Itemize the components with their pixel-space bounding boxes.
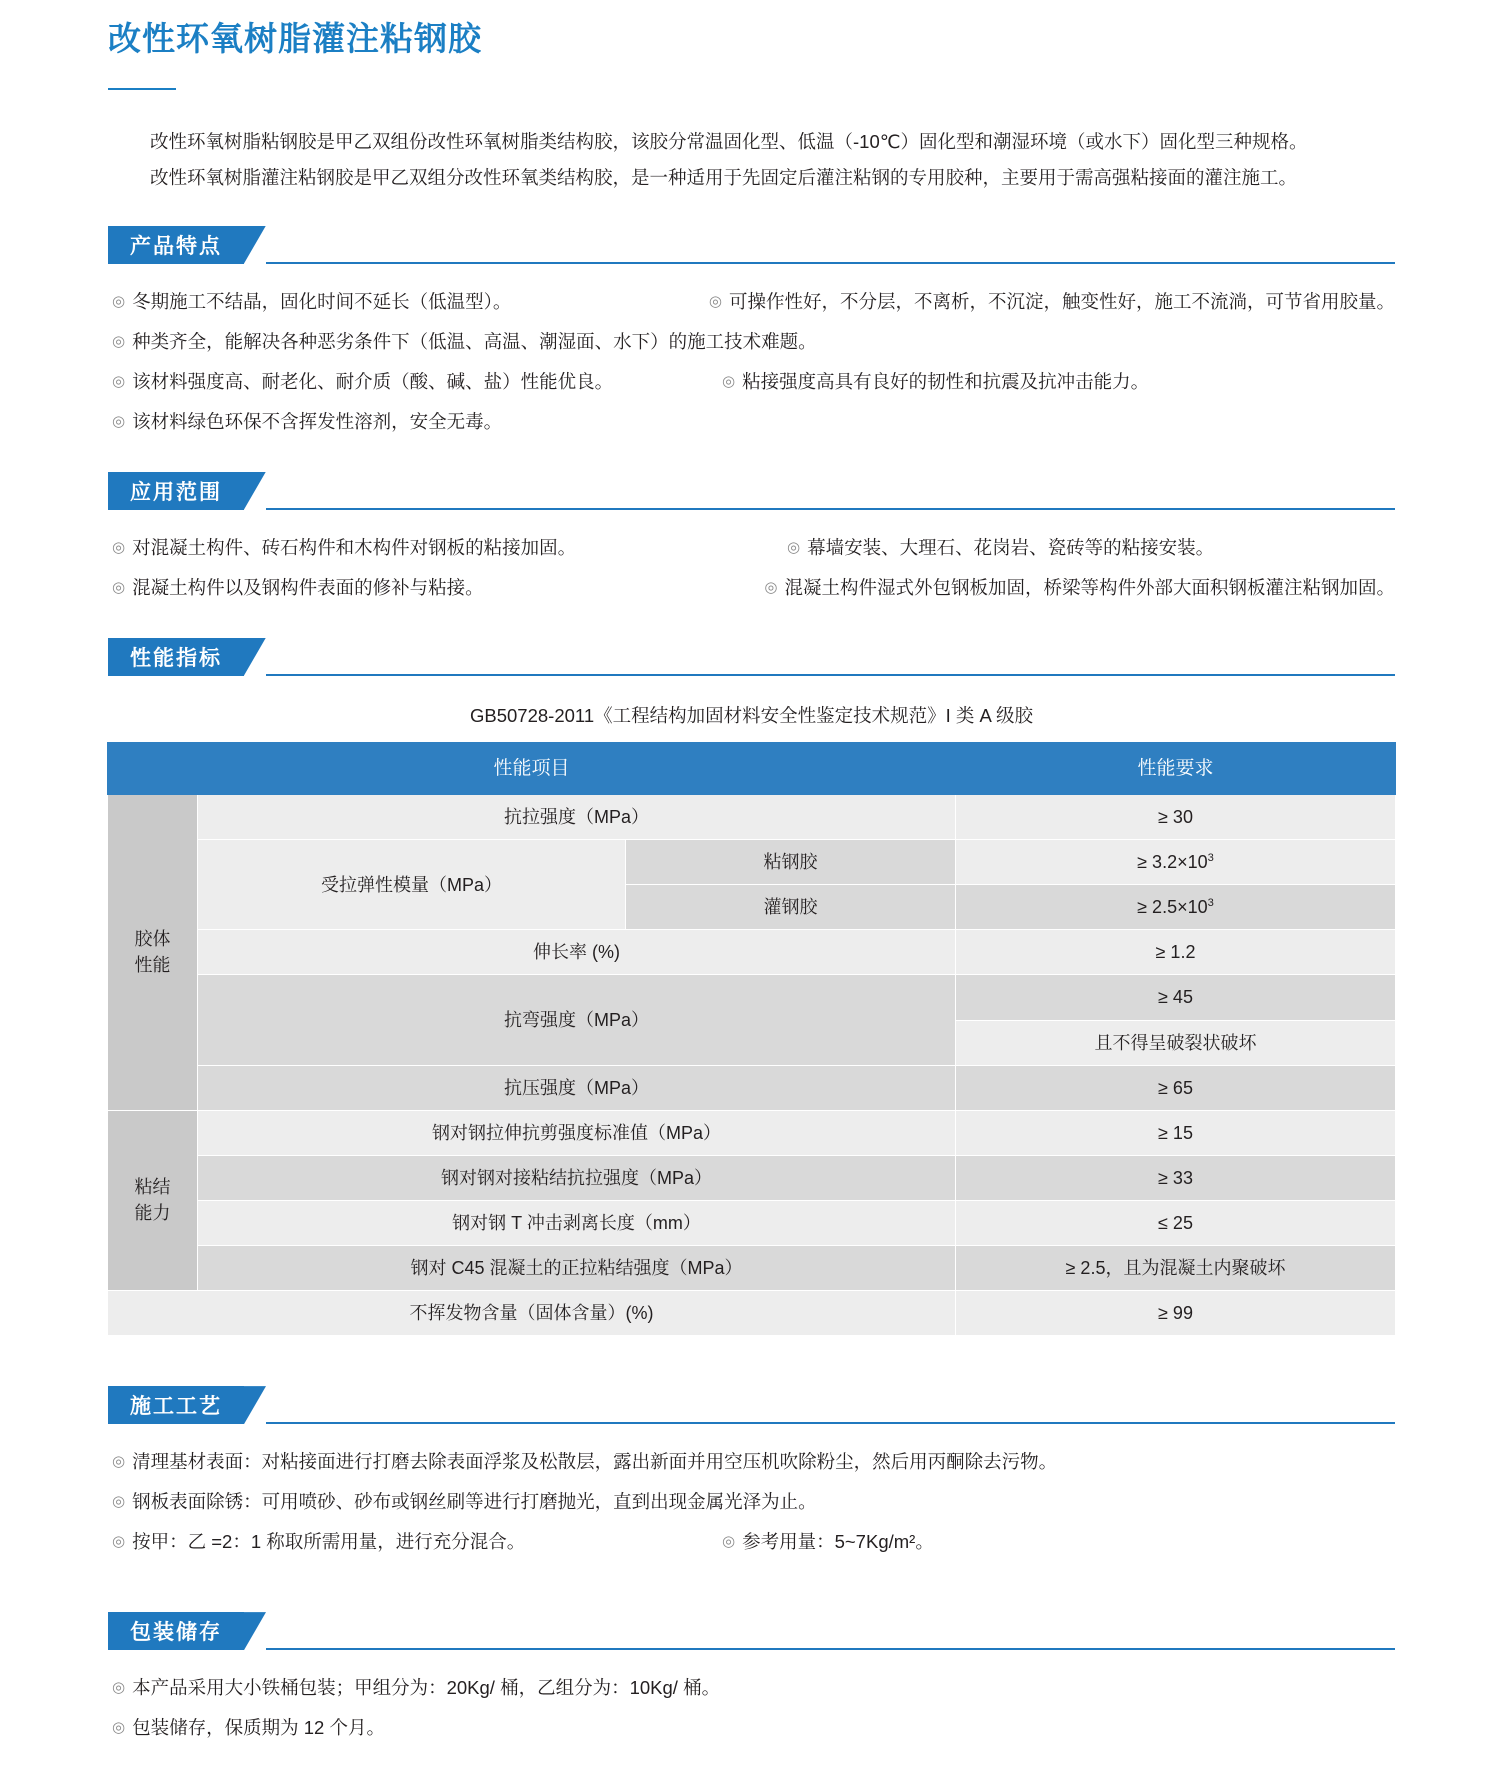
list-item-label: 该材料绿色环保不含挥发性溶剂，安全无毒。 xyxy=(132,410,503,432)
list-item-label: 粘接强度高具有良好的韧性和抗震及抗冲击能力。 xyxy=(742,370,1150,392)
section-rule xyxy=(266,262,1395,264)
cell-requirement-exponent: 3 xyxy=(1207,897,1214,910)
section-performance xyxy=(0,638,1503,1337)
section-header-performance xyxy=(108,638,1503,676)
cell-item: 钢对钢对接粘结抗拉强度（MPa） xyxy=(198,1155,956,1200)
list-item-label: 钢板表面除锈：可用喷砂、砂布或钢丝刷等进行打磨抛光，直到出现金属光泽为止。 xyxy=(132,1491,817,1513)
features-list xyxy=(0,282,1503,442)
section-title-features: 产品特点 xyxy=(108,226,244,264)
table-row xyxy=(108,1155,1396,1200)
cell-item: 不挥发物含量（固体含量）(%) xyxy=(108,1291,956,1336)
list-row xyxy=(112,322,1395,362)
section-tag-tail xyxy=(244,638,266,676)
cell-requirement: ≥ 15 xyxy=(956,1110,1396,1155)
list-row xyxy=(112,282,1395,322)
list-item-label: 可操作性好，不分层，不离析，不沉淀，触变性好，施工不流淌，可节省用胶量。 xyxy=(728,290,1395,312)
section-tag-tail xyxy=(244,1386,266,1424)
list-item xyxy=(112,1442,1395,1482)
application-list xyxy=(0,528,1503,608)
section-tag-tail xyxy=(244,472,266,510)
list-item xyxy=(709,282,1395,322)
section-header-packaging xyxy=(108,1612,1503,1650)
list-row xyxy=(112,1668,1395,1708)
list-row xyxy=(112,568,1395,608)
list-item-label: 该材料强度高、耐老化、耐介质（酸、碱、盐）性能优良。 xyxy=(132,370,614,392)
cell-requirement-value: ≥ 2.5×10 xyxy=(1137,897,1208,918)
bullet-icon: ◎ xyxy=(112,1493,126,1511)
list-item xyxy=(764,568,1395,608)
table-row xyxy=(108,1291,1396,1336)
bullet-icon: ◎ xyxy=(112,538,126,556)
cell-requirement: ≤ 25 xyxy=(956,1200,1396,1245)
section-tag-tail xyxy=(244,1612,266,1650)
bullet-icon: ◎ xyxy=(112,412,126,430)
list-item xyxy=(112,402,1395,442)
bottom-spacer xyxy=(0,1748,1503,1778)
list-row xyxy=(112,1708,1395,1748)
table-row xyxy=(108,1065,1396,1110)
list-item xyxy=(112,1522,722,1562)
list-item xyxy=(112,1708,1395,1748)
cell-requirement: ≥ 99 xyxy=(956,1291,1396,1336)
title-underline xyxy=(108,88,176,90)
list-item-label: 参考用量：5~7Kg/m²。 xyxy=(742,1531,934,1553)
list-item xyxy=(787,528,1395,568)
bullet-icon: ◎ xyxy=(708,292,722,310)
list-item-label: 按甲：乙 =2：1 称取所需用量，进行充分混合。 xyxy=(132,1531,526,1553)
cell-requirement: 且不得呈破裂状破坏 xyxy=(956,1020,1396,1065)
table-header-row xyxy=(108,742,1396,795)
cell-requirement: ≥ 2.5，且为混凝土内聚破坏 xyxy=(956,1245,1396,1290)
section-rule xyxy=(266,508,1395,510)
list-row xyxy=(112,1522,1395,1562)
section-tag-tail xyxy=(244,226,266,264)
cell-item: 钢对钢 T 冲击剥离长度（mm） xyxy=(198,1200,956,1245)
cell-requirement-exponent: 3 xyxy=(1207,852,1214,865)
bullet-icon: ◎ xyxy=(722,372,736,390)
bullet-icon: ◎ xyxy=(112,1453,126,1471)
list-item xyxy=(112,568,764,608)
list-item-label: 混凝土构件以及钢构件表面的修补与粘接。 xyxy=(132,576,484,598)
table-caption: GB50728-2011《工程结构加固材料安全性鉴定技术规范》I 类 A 级胶 xyxy=(470,704,1033,726)
list-item xyxy=(112,528,787,568)
bullet-icon: ◎ xyxy=(112,292,126,310)
bullet-icon: ◎ xyxy=(112,578,126,596)
table-row xyxy=(108,1110,1396,1155)
cell-requirement: ≥ 45 xyxy=(956,975,1396,1020)
row-group-label-2: 粘结 能力 xyxy=(108,1110,198,1290)
cell-requirement: ≥ 1.2 xyxy=(956,930,1396,975)
column-header-requirement: 性能要求 xyxy=(956,742,1396,795)
list-item-label: 清理基材表面：对粘接面进行打磨去除表面浮浆及松散层，露出新面并用空压机吹除粉尘，然后用丙酮除去污物。 xyxy=(132,1451,1058,1473)
list-item-label: 冬期施工不结晶，固化时间不延长（低温型）。 xyxy=(132,290,512,312)
cell-requirement xyxy=(956,885,1396,930)
intro-line-2: 改性环氧树脂灌注粘钢胶是甲乙双组分改性环氧类结构胶，是一种适用于先固定后灌注粘钢的专用胶种，主要用于需高强粘接面的灌注施工。 xyxy=(150,166,1298,188)
process-list xyxy=(0,1442,1503,1562)
list-item xyxy=(112,322,1395,362)
list-item xyxy=(112,282,709,322)
list-item xyxy=(112,362,722,402)
bullet-icon: ◎ xyxy=(722,1533,736,1551)
section-title-process: 施工工艺 xyxy=(108,1386,244,1424)
section-rule xyxy=(266,1422,1395,1424)
table-row xyxy=(108,975,1396,1020)
list-row xyxy=(112,362,1395,402)
list-item xyxy=(112,1668,1395,1708)
cell-item: 抗压强度（MPa） xyxy=(198,1065,956,1110)
bullet-icon: ◎ xyxy=(112,1533,126,1551)
section-rule xyxy=(266,674,1395,676)
packaging-list xyxy=(0,1668,1503,1748)
section-process xyxy=(0,1386,1503,1562)
section-application xyxy=(0,472,1503,608)
list-item-label: 幕墙安装、大理石、花岗岩、瓷砖等的粘接安装。 xyxy=(807,536,1215,558)
cell-requirement: ≥ 65 xyxy=(956,1065,1396,1110)
section-title-application: 应用范围 xyxy=(108,472,244,510)
list-item xyxy=(722,1522,1395,1562)
table-row xyxy=(108,840,1396,885)
cell-item: 抗拉强度（MPa） xyxy=(198,795,956,840)
list-row xyxy=(112,528,1395,568)
list-row xyxy=(112,1442,1395,1482)
cell-item: 钢对钢拉伸抗剪强度标准值（MPa） xyxy=(198,1110,956,1155)
performance-table xyxy=(107,742,1396,1337)
bullet-icon: ◎ xyxy=(764,578,778,596)
bullet-icon: ◎ xyxy=(112,1679,126,1697)
bullet-icon: ◎ xyxy=(112,332,126,350)
intro-paragraphs xyxy=(0,124,1503,196)
intro-line-1: 改性环氧树脂粘钢胶是甲乙双组份改性环氧树脂类结构胶，该胶分常温固化型、低温（-10℃）固化型和潮湿环境（或水下）固化型三种规格。 xyxy=(150,130,1308,152)
section-features xyxy=(0,226,1503,442)
list-row xyxy=(112,402,1395,442)
cell-subitem: 粘钢胶 xyxy=(626,840,956,885)
cell-item: 钢对 C45 混凝土的正拉粘结强度（MPa） xyxy=(198,1245,956,1290)
table-row xyxy=(108,930,1396,975)
section-title-packaging: 包装储存 xyxy=(108,1612,244,1650)
section-rule xyxy=(266,1648,1395,1650)
list-item-label: 本产品采用大小铁桶包装；甲组分为：20Kg/ 桶，乙组分为：10Kg/ 桶。 xyxy=(132,1677,721,1699)
row-group-label-1: 胶体 性能 xyxy=(108,795,198,1111)
section-header-application xyxy=(108,472,1503,510)
cell-requirement xyxy=(956,840,1396,885)
page-title: 改性环氧树脂灌注粘钢胶 xyxy=(108,20,482,57)
section-title-performance: 性能指标 xyxy=(108,638,244,676)
list-item-label: 混凝土构件湿式外包钢板加固，桥梁等构件外部大面积钢板灌注粘钢加固。 xyxy=(784,576,1395,598)
list-item xyxy=(112,1482,1395,1522)
cell-requirement: ≥ 33 xyxy=(956,1155,1396,1200)
cell-requirement-value: ≥ 3.2×10 xyxy=(1137,852,1208,873)
list-item-label: 包装储存，保质期为 12 个月。 xyxy=(132,1717,385,1739)
list-item-label: 种类齐全，能解决各种恶劣条件下（低温、高温、潮湿面、水下）的施工技术难题。 xyxy=(132,330,817,352)
cell-subitem: 灌钢胶 xyxy=(626,885,956,930)
table-row xyxy=(108,1245,1396,1290)
cell-item: 受拉弹性模量（MPa） xyxy=(198,840,626,930)
bullet-icon: ◎ xyxy=(112,372,126,390)
list-item xyxy=(722,362,1395,402)
table-row xyxy=(108,795,1396,840)
cell-item: 伸长率 (%) xyxy=(198,930,956,975)
list-row xyxy=(112,1482,1395,1522)
section-packaging xyxy=(0,1612,1503,1748)
section-header-features xyxy=(108,226,1503,264)
cell-item: 抗弯强度（MPa） xyxy=(198,975,956,1065)
cell-requirement: ≥ 30 xyxy=(956,795,1396,840)
bullet-icon: ◎ xyxy=(112,1719,126,1737)
column-header-item: 性能项目 xyxy=(108,742,956,795)
table-row xyxy=(108,1200,1396,1245)
list-item-label: 对混凝土构件、砖石构件和木构件对钢板的粘接加固。 xyxy=(132,536,577,558)
section-header-process xyxy=(108,1386,1503,1424)
bullet-icon: ◎ xyxy=(787,538,801,556)
title-block xyxy=(0,0,1503,90)
